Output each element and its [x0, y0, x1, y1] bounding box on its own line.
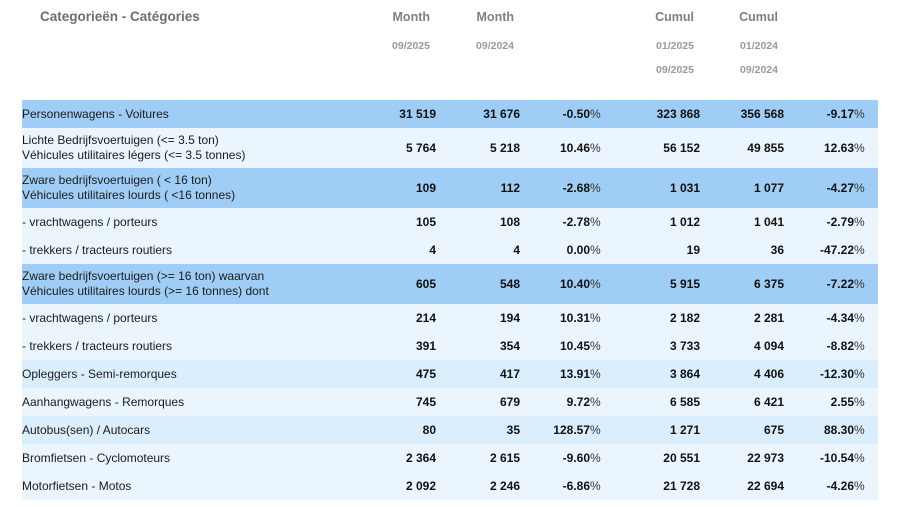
cell-cumul-pct: -8.82	[784, 332, 854, 360]
row-label-line1: - vrachtwagens / porteurs	[22, 214, 158, 229]
header-month-current: Month	[352, 0, 436, 34]
table-row	[22, 208, 878, 236]
header-row-sub2	[22, 58, 878, 82]
cell-month-pct: -2.68	[520, 168, 590, 208]
header-month-pctsym-sub	[590, 34, 616, 58]
cell-cumul-previous: 2 281	[700, 304, 784, 332]
header-month-previous-end	[436, 58, 520, 82]
cell-cumul-pct-symbol: %	[854, 168, 878, 208]
cell-cumul-current: 6 585	[616, 388, 700, 416]
header-month-current-end	[352, 58, 436, 82]
cell-cumul-pct: 12.63	[784, 128, 854, 168]
row-label	[22, 332, 352, 360]
cell-month-previous: 35	[436, 416, 520, 444]
cell-month-pct: -2.78	[520, 208, 590, 236]
row-label-line1: - trekkers / tracteurs routiers	[22, 338, 173, 353]
header-month-previous-period: 09/2024	[436, 34, 520, 58]
cell-cumul-pct-symbol: %	[854, 236, 878, 264]
cell-month-current: 2 092	[352, 472, 436, 500]
row-label	[22, 168, 352, 208]
table-row	[22, 444, 878, 472]
header-sub2-blank	[22, 58, 352, 82]
cell-cumul-previous: 4 094	[700, 332, 784, 360]
header-categories: Categorieën - Catégories	[22, 0, 352, 34]
row-label	[22, 444, 352, 472]
header-row-sub1	[22, 34, 878, 58]
cell-cumul-current: 323 868	[616, 100, 700, 128]
table-body	[22, 82, 878, 500]
header-month-pct-sub2	[520, 58, 590, 82]
cell-month-previous: 548	[436, 264, 520, 304]
cell-cumul-current: 1 031	[616, 168, 700, 208]
row-label	[22, 472, 352, 500]
cell-month-pct-symbol: %	[590, 444, 616, 472]
cell-cumul-current: 1 012	[616, 208, 700, 236]
cell-cumul-pct-symbol: %	[854, 100, 878, 128]
row-label-line1: Opleggers - Semi-remorques	[22, 366, 177, 381]
cell-cumul-previous: 675	[700, 416, 784, 444]
cell-cumul-current: 20 551	[616, 444, 700, 472]
cell-cumul-pct-symbol: %	[854, 264, 878, 304]
cell-cumul-pct-symbol: %	[854, 444, 878, 472]
cell-month-current: 2 364	[352, 444, 436, 472]
cell-cumul-pct: -4.26	[784, 472, 854, 500]
row-label	[22, 360, 352, 388]
cell-cumul-pct: -10.54	[784, 444, 854, 472]
row-label	[22, 236, 352, 264]
cell-cumul-previous: 1 041	[700, 208, 784, 236]
table-row	[22, 388, 878, 416]
header-month-pctsym-sub2	[590, 58, 616, 82]
cell-month-pct: -6.86	[520, 472, 590, 500]
cell-month-pct-symbol: %	[590, 100, 616, 128]
table-row	[22, 264, 878, 304]
row-label	[22, 388, 352, 416]
cell-month-current: 475	[352, 360, 436, 388]
cell-cumul-pct-symbol: %	[854, 472, 878, 500]
cell-month-current: 214	[352, 304, 436, 332]
header-month-pct-sub	[520, 34, 590, 58]
header-cumul-current-start: 01/2025	[616, 34, 700, 58]
table-row	[22, 304, 878, 332]
header-cumul-pct-sub	[784, 34, 854, 58]
cell-cumul-current: 5 915	[616, 264, 700, 304]
cell-cumul-current: 21 728	[616, 472, 700, 500]
cell-month-pct-symbol: %	[590, 168, 616, 208]
header-cumul-pctsym-sub2	[854, 58, 878, 82]
cell-cumul-previous: 1 077	[700, 168, 784, 208]
cell-cumul-pct: -7.22	[784, 264, 854, 304]
statistics-table	[22, 0, 878, 500]
cell-cumul-pct-symbol: %	[854, 360, 878, 388]
header-cumul-current-end: 09/2025	[616, 58, 700, 82]
spacer-cell	[22, 82, 878, 100]
cell-month-previous: 2 615	[436, 444, 520, 472]
cell-month-current: 31 519	[352, 100, 436, 128]
header-month-pct-symbol	[590, 0, 616, 34]
row-label-line1: - vrachtwagens / porteurs	[22, 310, 158, 325]
row-label-line1: Aanhangwagens - Remorques	[22, 394, 185, 409]
row-label	[22, 416, 352, 444]
cell-month-pct: 9.72	[520, 388, 590, 416]
cell-cumul-previous: 4 406	[700, 360, 784, 388]
row-label	[22, 264, 352, 304]
cell-cumul-pct: 2.55	[784, 388, 854, 416]
header-cumul-pctsym-sub	[854, 34, 878, 58]
cell-cumul-current: 3 733	[616, 332, 700, 360]
row-label-line1: - trekkers / tracteurs routiers	[22, 242, 173, 257]
header-sub-blank	[22, 34, 352, 58]
header-cumul-pct-sub2	[784, 58, 854, 82]
cell-month-pct: 13.91	[520, 360, 590, 388]
cell-month-pct: 10.31	[520, 304, 590, 332]
cell-cumul-previous: 49 855	[700, 128, 784, 168]
table-row	[22, 128, 878, 168]
cell-month-pct: 0.00	[520, 236, 590, 264]
header-cumul-previous-start: 01/2024	[700, 34, 784, 58]
cell-cumul-current: 19	[616, 236, 700, 264]
header-cumul-pct	[784, 0, 854, 34]
cell-cumul-pct: -9.17	[784, 100, 854, 128]
row-label-line1: Bromfietsen - Cyclomoteurs	[22, 450, 171, 465]
row-label-line1: Zware bedrijfsvoertuigen (>= 16 ton) waarvan	[22, 269, 265, 283]
row-label-line2: Véhicules utilitaires lourds (>= 16 tonnes) dont	[22, 284, 269, 298]
cell-cumul-pct-symbol: %	[854, 304, 878, 332]
cell-month-current: 605	[352, 264, 436, 304]
cell-month-previous: 354	[436, 332, 520, 360]
cell-month-previous: 679	[436, 388, 520, 416]
cell-cumul-previous: 356 568	[700, 100, 784, 128]
cell-month-pct-symbol: %	[590, 264, 616, 304]
cell-month-pct: -9.60	[520, 444, 590, 472]
cell-month-pct-symbol: %	[590, 388, 616, 416]
cell-month-pct-symbol: %	[590, 472, 616, 500]
table-row	[22, 360, 878, 388]
row-label-line1: Autobus(sen) / Autocars	[22, 422, 151, 437]
row-label-line1: Personenwagens - Voitures	[22, 106, 169, 121]
row-label-line2: Véhicules utilitaires légers (<= 3.5 tonnes)	[22, 148, 246, 162]
header-cumul-pct-symbol	[854, 0, 878, 34]
row-label	[22, 208, 352, 236]
cell-month-current: 391	[352, 332, 436, 360]
cell-month-pct: -0.50	[520, 100, 590, 128]
cell-cumul-current: 2 182	[616, 304, 700, 332]
cell-cumul-previous: 22 973	[700, 444, 784, 472]
cell-month-pct-symbol: %	[590, 208, 616, 236]
header-cumul-current: Cumul	[616, 0, 700, 34]
cell-month-current: 109	[352, 168, 436, 208]
cell-month-previous: 5 218	[436, 128, 520, 168]
cell-month-pct: 10.40	[520, 264, 590, 304]
cell-cumul-pct-symbol: %	[854, 388, 878, 416]
row-label	[22, 128, 352, 168]
cell-month-pct-symbol: %	[590, 236, 616, 264]
cell-month-current: 745	[352, 388, 436, 416]
cell-cumul-current: 1 271	[616, 416, 700, 444]
header-cumul-previous-end: 09/2024	[700, 58, 784, 82]
table-row	[22, 472, 878, 500]
table-row	[22, 168, 878, 208]
cell-month-current: 5 764	[352, 128, 436, 168]
cell-month-previous: 2 246	[436, 472, 520, 500]
cell-cumul-pct-symbol: %	[854, 128, 878, 168]
cell-month-pct-symbol: %	[590, 332, 616, 360]
row-label	[22, 100, 352, 128]
cell-cumul-pct-symbol: %	[854, 416, 878, 444]
header-row-main	[22, 0, 878, 34]
cell-cumul-current: 3 864	[616, 360, 700, 388]
cell-month-previous: 112	[436, 168, 520, 208]
row-label	[22, 304, 352, 332]
cell-month-pct: 10.46	[520, 128, 590, 168]
cell-month-current: 4	[352, 236, 436, 264]
cell-cumul-pct: -4.34	[784, 304, 854, 332]
cell-cumul-pct-symbol: %	[854, 332, 878, 360]
cell-month-pct-symbol: %	[590, 416, 616, 444]
cell-month-previous: 31 676	[436, 100, 520, 128]
cell-month-pct-symbol: %	[590, 128, 616, 168]
cell-cumul-pct: -2.79	[784, 208, 854, 236]
cell-cumul-previous: 36	[700, 236, 784, 264]
cell-cumul-pct: -47.22	[784, 236, 854, 264]
cell-month-pct: 10.45	[520, 332, 590, 360]
cell-month-current: 80	[352, 416, 436, 444]
table-row	[22, 100, 878, 128]
row-label-line2: Véhicules utilitaires lourds ( <16 tonnes)	[22, 188, 236, 202]
cell-cumul-current: 56 152	[616, 128, 700, 168]
cell-cumul-pct: 88.30	[784, 416, 854, 444]
cell-cumul-pct: -4.27	[784, 168, 854, 208]
table-row	[22, 416, 878, 444]
row-label-line1: Motorfietsen - Motos	[22, 478, 132, 493]
cell-cumul-previous: 22 694	[700, 472, 784, 500]
cell-month-previous: 4	[436, 236, 520, 264]
cell-month-pct-symbol: %	[590, 360, 616, 388]
cell-month-pct-symbol: %	[590, 304, 616, 332]
header-month-pct	[520, 0, 590, 34]
table-row	[22, 332, 878, 360]
row-label-line1: Zware bedrijfsvoertuigen ( < 16 ton)	[22, 173, 212, 187]
cell-month-pct: 128.57	[520, 416, 590, 444]
header-body-spacer	[22, 82, 878, 100]
header-month-previous: Month	[436, 0, 520, 34]
table-header	[22, 0, 878, 82]
cell-cumul-pct: -12.30	[784, 360, 854, 388]
table-row	[22, 236, 878, 264]
cell-month-previous: 194	[436, 304, 520, 332]
cell-month-previous: 108	[436, 208, 520, 236]
header-cumul-previous: Cumul	[700, 0, 784, 34]
cell-cumul-pct-symbol: %	[854, 208, 878, 236]
header-month-current-period: 09/2025	[352, 34, 436, 58]
cell-cumul-previous: 6 421	[700, 388, 784, 416]
cell-month-previous: 417	[436, 360, 520, 388]
cell-cumul-previous: 6 375	[700, 264, 784, 304]
cell-month-current: 105	[352, 208, 436, 236]
row-label-line1: Lichte Bedrijfsvoertuigen (<= 3.5 ton)	[22, 133, 219, 147]
